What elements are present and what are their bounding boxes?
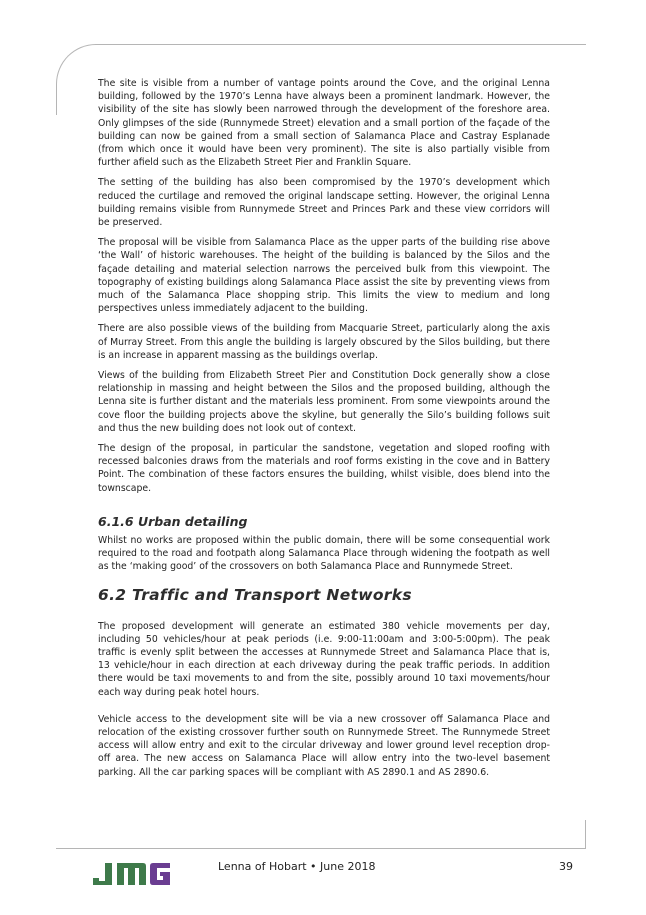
footer-page-number: 39 bbox=[559, 860, 573, 873]
traffic-paragraph: Vehicle access to the development site will be via a new crossover off Salamanca Place and relocation of the existing crossover further south on Runnymede Street. The Runnymede Street access will allow entry and exit to the circular driveway and lower ground level reception drop-off area. The new access on Salamanca Place will allow entry into the two-level basement parking. All the car parking spaces will be compliant with AS 2890.1 and AS 2890.6. bbox=[98, 713, 550, 778]
traffic-section-heading: 6.2 Traffic and Transport Networks bbox=[98, 585, 412, 604]
body-paragraph: Views of the building from Elizabeth Street Pier and Constitution Dock generally show a close relationship in massing and height between the Silos and the proposed building, although the Lenna site is further distant and the materials less prominent. From some viewpoints around the cove floor the building projects above the skyline, but generally the Silo’s building follows suit and thus the new building does not look out of context. bbox=[98, 370, 550, 434]
urban-detailing-heading: 6.1.6 Urban detailing bbox=[98, 513, 248, 529]
body-paragraph: There are also possible views of the building from Macquarie Street, particularly along the axis of Murray Street. From this angle the building is largely obscured by the Silos building, but there is an increase in apparent massing as the buildings overlap. bbox=[98, 323, 550, 361]
footer-document-title: Lenna of Hobart • June 2018 bbox=[218, 860, 376, 873]
body-paragraph: The setting of the building has also been compromised by the 1970’s development which reduced the curtilage and removed the original landscape setting. However, the original Lenna building remains visible from Runnymede Street and Princes Park and these view corridors will be preserved. bbox=[98, 177, 550, 229]
page-frame-bottom-rule bbox=[56, 848, 586, 849]
body-paragraph: The proposal will be visible from Salamanca Place as the upper parts of the building rise above ‘the Wall’ of historic warehouses. The height of the building is balanced by the Silos and the façade detailing and material selection narrows the perceived bulk from this viewpoint. The topography of existing buildings along Salamanca Place assist the site by preventing views from much of the Salamanca Place shopping strip. This limits the view to medium and long perspectives unless immediately adjacent to the building. bbox=[98, 237, 550, 315]
page-frame-right-rule bbox=[585, 820, 586, 848]
body-paragraph: The design of the proposal, in particular the sandstone, vegetation and sloped roofing with recessed balconies draws from the materials and roof forms existing in the cove and in Battery Point. The combination of these factors ensures the building, whilst visible, does blend into the townscape. bbox=[98, 443, 550, 494]
jmg-logo bbox=[91, 862, 171, 886]
body-paragraph: The site is visible from a number of vantage points around the Cove, and the original Lenna building, followed by the 1970’s Lenna have always been a prominent landmark. However, the visibility of the site has slowly been narrowed through the development of the foreshore area. Only glimpses of the side (Runnymede Street) elevation and a small portion of the façade of the building can now be gained from a small section of Salamanca Place and Castray Esplanade (from which once it would have been very prominent). The site is also partially visible from further afield such as the Elizabeth Street Pier and Franklin Square. bbox=[98, 78, 550, 169]
document-body bbox=[98, 77, 550, 786]
traffic-paragraph: The proposed development will generate an estimated 380 vehicle movements per day, including 50 vehicles/hour at peak periods (i.e. 9:00-11:00am and 3:00-5:00pm). The peak traffic is evenly split between the accesses at Runnymede Street and Salamanca Place that is, 13 vehicle/hour in each direction at each driveway during the peak traffic periods. In addition there would be taxi movements to and from the site, possibly around 10 taxi movements/hour each way during peak hotel hours. bbox=[98, 620, 550, 698]
urban-detailing-paragraph: Whilst no works are proposed within the public domain, there will be some consequential work required to the road and footpath along Salamanca Place through widening the footpath as well as the ‘making good’ of the crossovers on both Salamanca Place and Runnymede Street. bbox=[98, 534, 550, 573]
page-frame-top-rule bbox=[100, 44, 586, 45]
